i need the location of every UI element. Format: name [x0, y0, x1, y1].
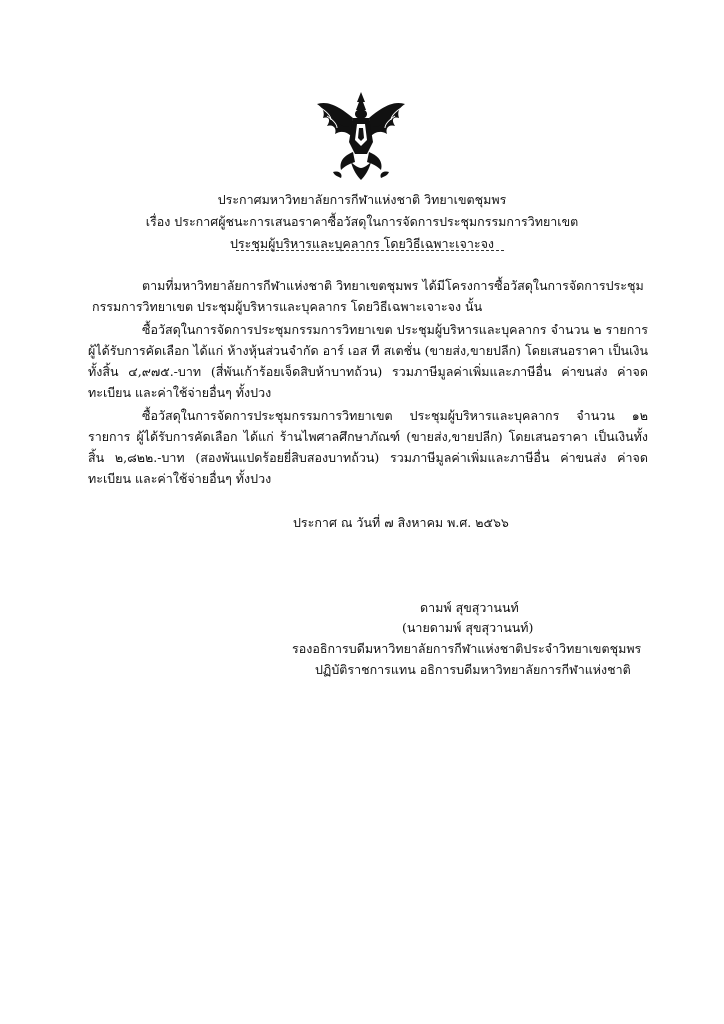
garuda-emblem-icon	[313, 90, 409, 182]
announcement-subject-continued: ประชุมผู้บริหารและบุคลากร โดยวิธีเฉพาะเจาะจง	[229, 236, 494, 251]
paragraph-1-line-2: กรรมการวิทยาเขต ประชุมผู้บริหารและบุคลากร โดยวิธีเฉพาะเจาะจง นั้น	[92, 299, 483, 314]
signature: ดามพ์ สุขสุวานนท์	[420, 600, 519, 615]
paragraph-1-line-1: ตามที่มหาวิทยาลัยการกีฬาแห่งชาติ วิทยาเขตชุมพร ได้มีโครงการซื้อวัสดุในการจัดการประชุม	[142, 278, 644, 293]
title-divider	[236, 250, 504, 251]
announcement-title: ประกาศมหาวิทยาลัยการกีฬาแห่งชาติ วิทยาเขตชุมพร	[217, 192, 507, 207]
signatory-name: (นายดามพ์ สุขสุวานนท์)	[402, 620, 534, 635]
paragraph-3: ซื้อวัสดุในการจัดการประชุมกรรมการวิทยาเขต ประชุมผู้บริหารและบุคลากร จำนวน ๑๒ รายการ ผู้ได้รับการคัดเลือก ได้แก่ ร้านไพศาลศึกษาภัณฑ์ (ขายส่ง,ขายปลีก) โดยเสนอราคา เป็นเงินทั้งสิ้น ๒,๘๒๒.-บาท (สองพันแปดร้อยยี่สิบสองบาทถ้วน) รวมภาษีมูลค่าเพิ่มและภาษีอื่น ค่าขนส่ง ค่าจดทะเบียน และค่าใช้จ่ายอื่นๆ ทั้งปวง	[88, 408, 648, 486]
announcement-date: ประกาศ ณ วันที่ ๗ สิงหาคม พ.ศ. ๒๕๖๖	[293, 515, 509, 530]
announcement-subject: เรื่อง ประกาศผู้ชนะการเสนอราคาซื้อวัสดุในการจัดการประชุมกรรมการวิทยาเขต	[145, 214, 579, 229]
paragraph-2: ซื้อวัสดุในการจัดการประชุมกรรมการวิทยาเขต ประชุมผู้บริหารและบุคลากร จำนวน ๒ รายการ ผู้ได้รับการคัดเลือก ได้แก่ ห้างหุ้นส่วนจำกัด อาร์ เอส ที สเตชั่น (ขายส่ง,ขายปลีก) โดยเสนอราคา เป็นเงินทั้งสิ้น ๔,๙๗๕.-บาท (สี่พันเก้าร้อยเจ็ดสิบห้าบาทถ้วน) รวมภาษีมูลค่าเพิ่มและภาษีอื่น ค่าขนส่ง ค่าจดทะเบียน และค่าใช้จ่ายอื่นๆ ทั้งปวง	[88, 322, 648, 400]
signatory-position: รองอธิการบดีมหาวิทยาลัยการกีฬาแห่งชาติประจำวิทยาเขตชุมพร	[292, 641, 642, 656]
signatory-acting-position: ปฏิบัติราชการแทน อธิการบดีมหาวิทยาลัยการกีฬาแห่งชาติ	[315, 662, 631, 677]
